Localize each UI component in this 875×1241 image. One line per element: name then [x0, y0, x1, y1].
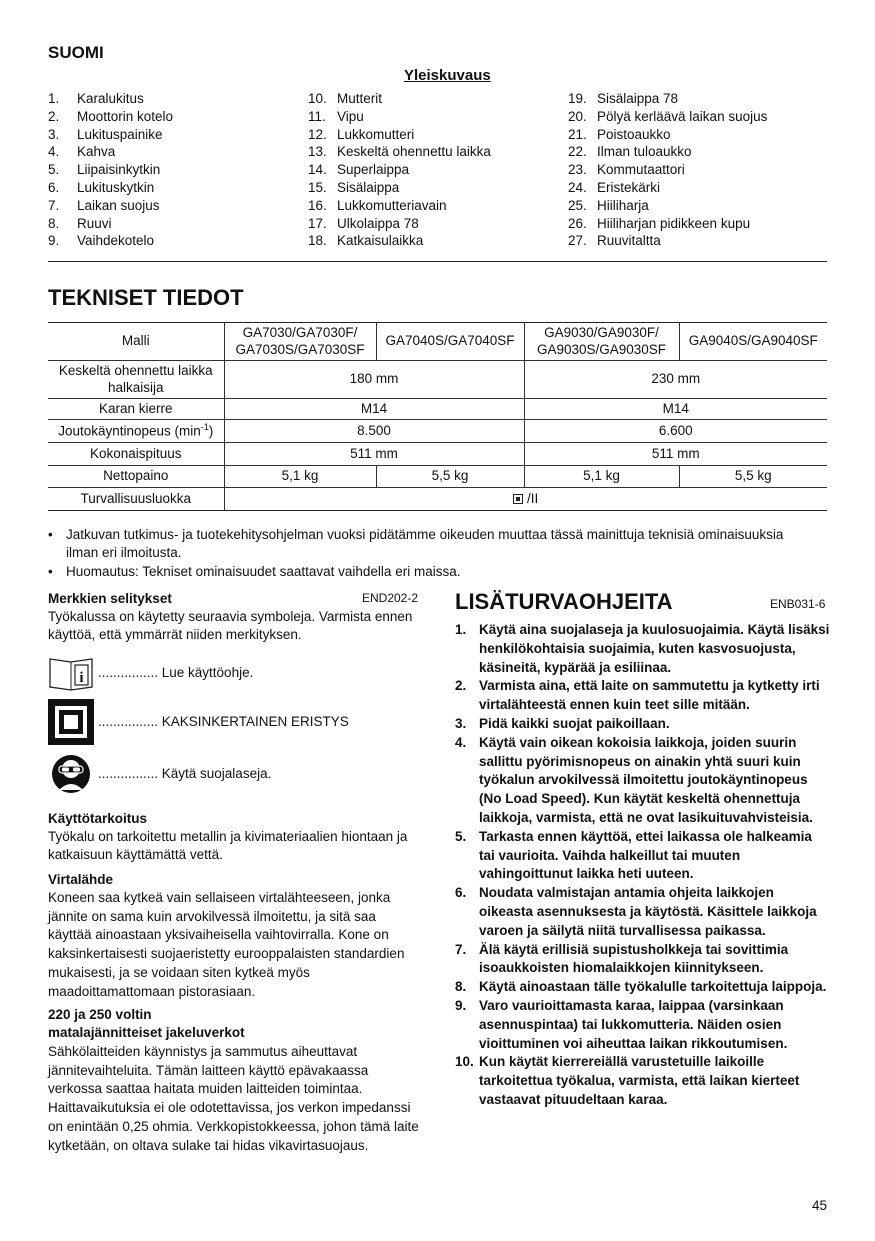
- spec-model: GA9030/GA9030F/ GA9030S/GA9030SF: [524, 323, 679, 361]
- overview-item-label: Katkaisulaikka: [337, 233, 424, 249]
- overview-item-label: Poistoaukko: [597, 126, 671, 142]
- overview-item: [308, 197, 558, 215]
- safety-item-text: Tarkasta ennen käyttöä, ettei laikassa ole halkeamia tai vaurioita. Vaihda halkeillut tai muuten vahingoittunut laikka heti uuteen.: [479, 828, 812, 882]
- overview-item-label: Superlaippa: [337, 162, 410, 178]
- overview-item-label: Sisälaippa 78: [597, 91, 679, 106]
- symbol-row-manual: [48, 650, 253, 696]
- overview-item-label: Laikan suojus: [77, 197, 160, 213]
- overview-item-number: 8.: [48, 215, 60, 231]
- overview-item: [48, 90, 298, 108]
- overview-item-number: 18.: [308, 233, 327, 249]
- overview-item-label: Sisälaippa: [337, 179, 400, 195]
- overview-item-number: 1.: [48, 91, 60, 106]
- safety-list: [455, 621, 830, 1110]
- overview-item-number: 7.: [48, 197, 60, 213]
- safety-item: [455, 978, 830, 997]
- intended-use-text: Työkalu on tarkoitettu metallin ja kivimateriaalien hiontaan ja katkaisuun käyttämättä vettä.: [48, 829, 408, 862]
- safety-item: [455, 677, 830, 715]
- overview-item-number: 21.: [568, 126, 587, 142]
- spec-speed-value: 8.500: [224, 420, 524, 443]
- overview-item: [568, 126, 818, 144]
- safety-item-number: 8.: [455, 979, 467, 995]
- overview-item-label: Hiiliharja: [597, 197, 649, 213]
- overview-item-number: 3.: [48, 126, 60, 142]
- symbol-text: ................ Lue käyttöohje.: [98, 665, 254, 681]
- spec-length-label: Kokonaispituus: [48, 443, 224, 466]
- spec-length-value: 511 mm: [224, 443, 524, 466]
- specs-table: [48, 322, 827, 511]
- overview-item: [568, 108, 818, 126]
- spec-thread-value: M14: [524, 399, 827, 420]
- safety-glasses-icon: [48, 751, 94, 797]
- overview-item: [48, 126, 298, 144]
- safety-item: [455, 621, 830, 677]
- overview-item: [48, 108, 298, 126]
- overview-column-1: [48, 90, 298, 250]
- safety-code: ENB031-6: [770, 597, 826, 611]
- safety-item-number: 3.: [455, 715, 467, 731]
- overview-item-number: 27.: [568, 233, 587, 249]
- overview-item: [568, 197, 818, 215]
- safety-item-text: Käytä aina suojalaseja ja kuulosuojaimia. Käytä lisäksi henkilökohtaisia suojaimia, kuten kasvosuojusta, käsineitä, kypärää ja esiliinaa.: [479, 622, 830, 675]
- manual-icon: [48, 650, 94, 696]
- overview-column-2: [308, 90, 558, 250]
- safety-item-number: 10.: [455, 1054, 474, 1070]
- overview-item-number: 24.: [568, 179, 587, 195]
- overview-item-label: Kommutaattori: [597, 162, 685, 178]
- overview-item: [308, 143, 558, 161]
- symbol-text: ................ KAKSINKERTAINEN ERISTYS: [98, 714, 349, 730]
- overview-item-number: 10.: [308, 91, 327, 106]
- spec-class-label: Turvallisuusluokka: [48, 488, 224, 511]
- safety-title: LISÄTURVAOHJEITA: [455, 589, 673, 614]
- spec-speed-label: Joutokäyntinopeus $(\min^{-1})$: [48, 420, 224, 443]
- spec-thread-label: Karan kierre: [48, 399, 224, 420]
- overview-item-number: 14.: [308, 162, 327, 178]
- overview-item-number: 25.: [568, 197, 587, 213]
- safety-item-text: Varmista aina, että laite on sammutettu ja kytketty irti virtalähteestä ennen kuin teet sille mitään.: [479, 678, 820, 713]
- safety-item-number: 5.: [455, 828, 467, 844]
- overview-item-label: Lukituskytkin: [77, 179, 155, 195]
- overview-item-label: Lukkomutteri: [337, 126, 415, 142]
- overview-item: [568, 90, 818, 108]
- symbols-title: Merkkien selitykset: [48, 591, 172, 606]
- spec-class-value: /II: [224, 488, 827, 511]
- overview-item-number: 15.: [308, 179, 327, 195]
- symbol-row-safety-glasses: [48, 751, 271, 797]
- overview-item-label: Lukkomutteriavain: [337, 197, 447, 213]
- overview-item-label: Vipu: [337, 108, 364, 124]
- safety-item-number: 7.: [455, 941, 467, 957]
- overview-column-3: [568, 90, 818, 250]
- safety-item: [455, 997, 830, 1053]
- overview-item-label: Lukituspainike: [77, 126, 163, 142]
- overview-item-label: Keskeltä ohennettu laikka: [337, 144, 491, 160]
- voltage-text: Sähkölaitteiden käynnistys ja sammutus aiheuttavat jännitevaihteluita. Tämän laitteen käyttö epävakaassa verkossa saattaa haitata muiden laitteiden toimintaa. Haittavaikutuksia ei ole odotettavissa, jos verkon impedanssi on enintään 0,25 ohmia. Verkkopistokkeessa, johon tämä laite kytketään, on oltava sulake tai hidas vikavirtasuojaus.: [48, 1044, 419, 1153]
- spec-weight-value: 5,5 kg: [679, 466, 827, 488]
- overview-item: [308, 215, 558, 233]
- overview-item-label: Vaihdekotelo: [77, 233, 155, 249]
- overview-item: [48, 179, 298, 197]
- safety-item: [455, 715, 830, 734]
- overview-item-number: 16.: [308, 197, 327, 213]
- overview-item-label: Kahva: [77, 144, 116, 160]
- safety-item-text: Noudata valmistajan antamia ohjeita laikkojen oikeasta asennuksesta ja käytöstä. Käsittele laikkoja varoen ja säilytä niitä turvallisessa paikassa.: [479, 885, 817, 938]
- overview-item-label: Ulkolaippa 78: [337, 215, 419, 231]
- spec-speed-value: 6.600: [524, 420, 827, 443]
- overview-item: [48, 215, 298, 233]
- safety-item: [455, 828, 830, 884]
- overview-item-number: 13.: [308, 144, 327, 160]
- overview-item: [568, 232, 818, 250]
- overview-item-label: Ruuvi: [77, 215, 112, 231]
- safety-item-number: 1.: [455, 622, 467, 637]
- overview-item-label: Ruuvitaltta: [597, 233, 661, 249]
- language-heading: SUOMI: [48, 43, 104, 62]
- spec-weight-value: 5,1 kg: [224, 466, 376, 488]
- overview-item-number: 19.: [568, 91, 587, 106]
- spec-model: GA7030/GA7030F/ GA7030S/GA7030SF: [224, 323, 376, 361]
- overview-item: [308, 161, 558, 179]
- spec-model-label: Malli: [48, 323, 224, 361]
- voltage-title: matalajännitteiset jakeluverkot: [48, 1025, 245, 1040]
- safety-item-text: Älä käytä erillisiä supistusholkkeja tai sovittimia isoaukkoisten hiomalaikkojen kiinnitykseen.: [479, 941, 789, 976]
- overview-item-label: Karalukitus: [77, 91, 144, 106]
- spec-disc-label: Keskeltä ohennettu laikka halkaisija: [48, 361, 224, 399]
- power-text: Koneen saa kytkeä vain sellaiseen virtalähteeseen, jonka jännite on sama kuin arvokilvessä ilmoitettu, ja sitä saa käyttää ainoastaan yksivaiheisella vaihtovirralla. Kone on kaksinkertaisesti suojaeristetty eurooppalaisten standardien mukaisesti, ja se voidaan siten kytkeä myös maadoittamattomaan pistorasiaan.: [48, 890, 405, 999]
- svg-text:i: i: [79, 670, 84, 686]
- safety-item: [455, 884, 830, 940]
- overview-item-label: Ilman tuloaukko: [597, 144, 692, 160]
- overview-item: [308, 232, 558, 250]
- overview-item-number: 6.: [48, 179, 60, 195]
- spec-weight-value: 5,1 kg: [524, 466, 679, 488]
- overview-item: [48, 143, 298, 161]
- safety-item-text: Kun käytät kierrereiällä varustetuille laikoille tarkoitettua työkalua, varmista, että laikan kierteet vastaavat pituudeltaan karaa.: [479, 1054, 800, 1107]
- safety-item: [455, 734, 830, 828]
- spec-model: GA7040S/GA7040SF: [376, 323, 524, 361]
- overview-item-number: 2.: [48, 108, 60, 124]
- safety-item-number: 2.: [455, 678, 467, 694]
- overview-item-label: Hiiliharjan pidikkeen kupu: [597, 215, 751, 231]
- overview-item-label: Liipaisinkytkin: [77, 162, 161, 178]
- symbols-intro: Työkalussa on käytetty seuraavia symboleja. Varmista ennen käyttöä, että ymmärrät niiden merkityksen.: [48, 609, 413, 642]
- overview-item-number: 11.: [308, 108, 326, 124]
- safety-item-text: Varo vaurioittamasta karaa, laippaa (varsinkaan asennuspintaa) tai lukkomutteria. Näiden osien vioittuminen voi aiheuttaa laikan rikkoutumisen.: [479, 997, 788, 1051]
- overview-item-number: 4.: [48, 144, 60, 160]
- spec-disc-value: 180 mm: [224, 361, 524, 399]
- safety-item-number: 9.: [455, 997, 467, 1013]
- overview-item: [48, 197, 298, 215]
- safety-item-text: Käytä ainoastaan tälle työkalulle tarkoitettuja laippoja.: [479, 979, 827, 995]
- safety-item-number: 4.: [455, 734, 467, 750]
- page-number: 45: [811, 1198, 827, 1213]
- double-insulation-icon: [48, 699, 94, 745]
- power-title: Virtalähde: [48, 872, 114, 887]
- overview-item-number: 9.: [48, 233, 60, 249]
- spec-thread-value: M14: [224, 399, 524, 420]
- spec-model: GA9040S/GA9040SF: [679, 323, 827, 361]
- overview-item-label: Eristekärki: [597, 179, 661, 195]
- overview-item: [48, 161, 298, 179]
- overview-item: [308, 90, 558, 108]
- overview-item-number: 20.: [568, 108, 587, 124]
- section-divider: [48, 261, 827, 262]
- specs-title: TEKNISET TIEDOT: [48, 285, 244, 310]
- overview-item-number: 26.: [568, 215, 587, 231]
- overview-item: [308, 108, 558, 126]
- voltage-title: 220 ja 250 voltin: [48, 1007, 152, 1022]
- symbol-row-double-insulation: [48, 699, 349, 745]
- spec-disc-value: 230 mm: [524, 361, 827, 399]
- overview-item: [568, 179, 818, 197]
- safety-item-text: Pidä kaikki suojat paikoillaan.: [479, 715, 670, 731]
- overview-item-label: Moottorin kotelo: [77, 108, 174, 124]
- symbols-code: END202-2: [362, 591, 419, 605]
- safety-item: [455, 941, 830, 979]
- spec-note: • Jatkuvan tutkimus- ja tuotekehitysohjelman vuoksi pidätämme oikeuden muuttaa tässä mainittuja teknisiä ominaisuuksia ilman eri ilmoitusta.: [48, 527, 784, 560]
- spec-weight-label: Nettopaino: [48, 466, 224, 488]
- intended-use-title: Käyttötarkoitus: [48, 811, 148, 826]
- overview-item-number: 23.: [568, 162, 587, 178]
- spec-length-value: 511 mm: [524, 443, 827, 466]
- spec-weight-value: 5,5 kg: [376, 466, 524, 488]
- overview-item: [308, 126, 558, 144]
- overview-item: [568, 215, 818, 233]
- overview-item-label: Mutterit: [337, 91, 383, 106]
- overview-item: [568, 161, 818, 179]
- symbol-text: ................ Käytä suojalaseja.: [98, 766, 272, 782]
- spec-note: • Huomautus: Tekniset ominaisuudet saattavat vaihdella eri maissa.: [48, 564, 461, 579]
- overview-item-number: 5.: [48, 162, 60, 178]
- overview-item: [308, 179, 558, 197]
- overview-item: [568, 143, 818, 161]
- overview-item-number: 17.: [308, 215, 327, 231]
- overview-item-label: Pölyä kerläävä laikan suojus: [597, 108, 768, 124]
- safety-item-number: 6.: [455, 885, 467, 901]
- overview-item: [48, 232, 298, 250]
- overview-title: Yleiskuvaus: [404, 67, 491, 84]
- safety-item-text: Käytä vain oikean kokoisia laikkoja, joiden suurin sallittu pyörimisnopeus on ainakin yhtä suuri kuin työkalun arvokilvessä ilmoitettu joutokäyntinopeus (No Load Speed). Kun käytät keskeltä ohennettuja laikkoja, varmista, että ne ovat lasikuituvahvisteisia.: [479, 734, 813, 825]
- overview-item-number: 12.: [308, 126, 327, 142]
- safety-item: [455, 1053, 830, 1109]
- overview-item-number: 22.: [568, 144, 587, 160]
- double-insulation-small-icon: [513, 494, 523, 504]
